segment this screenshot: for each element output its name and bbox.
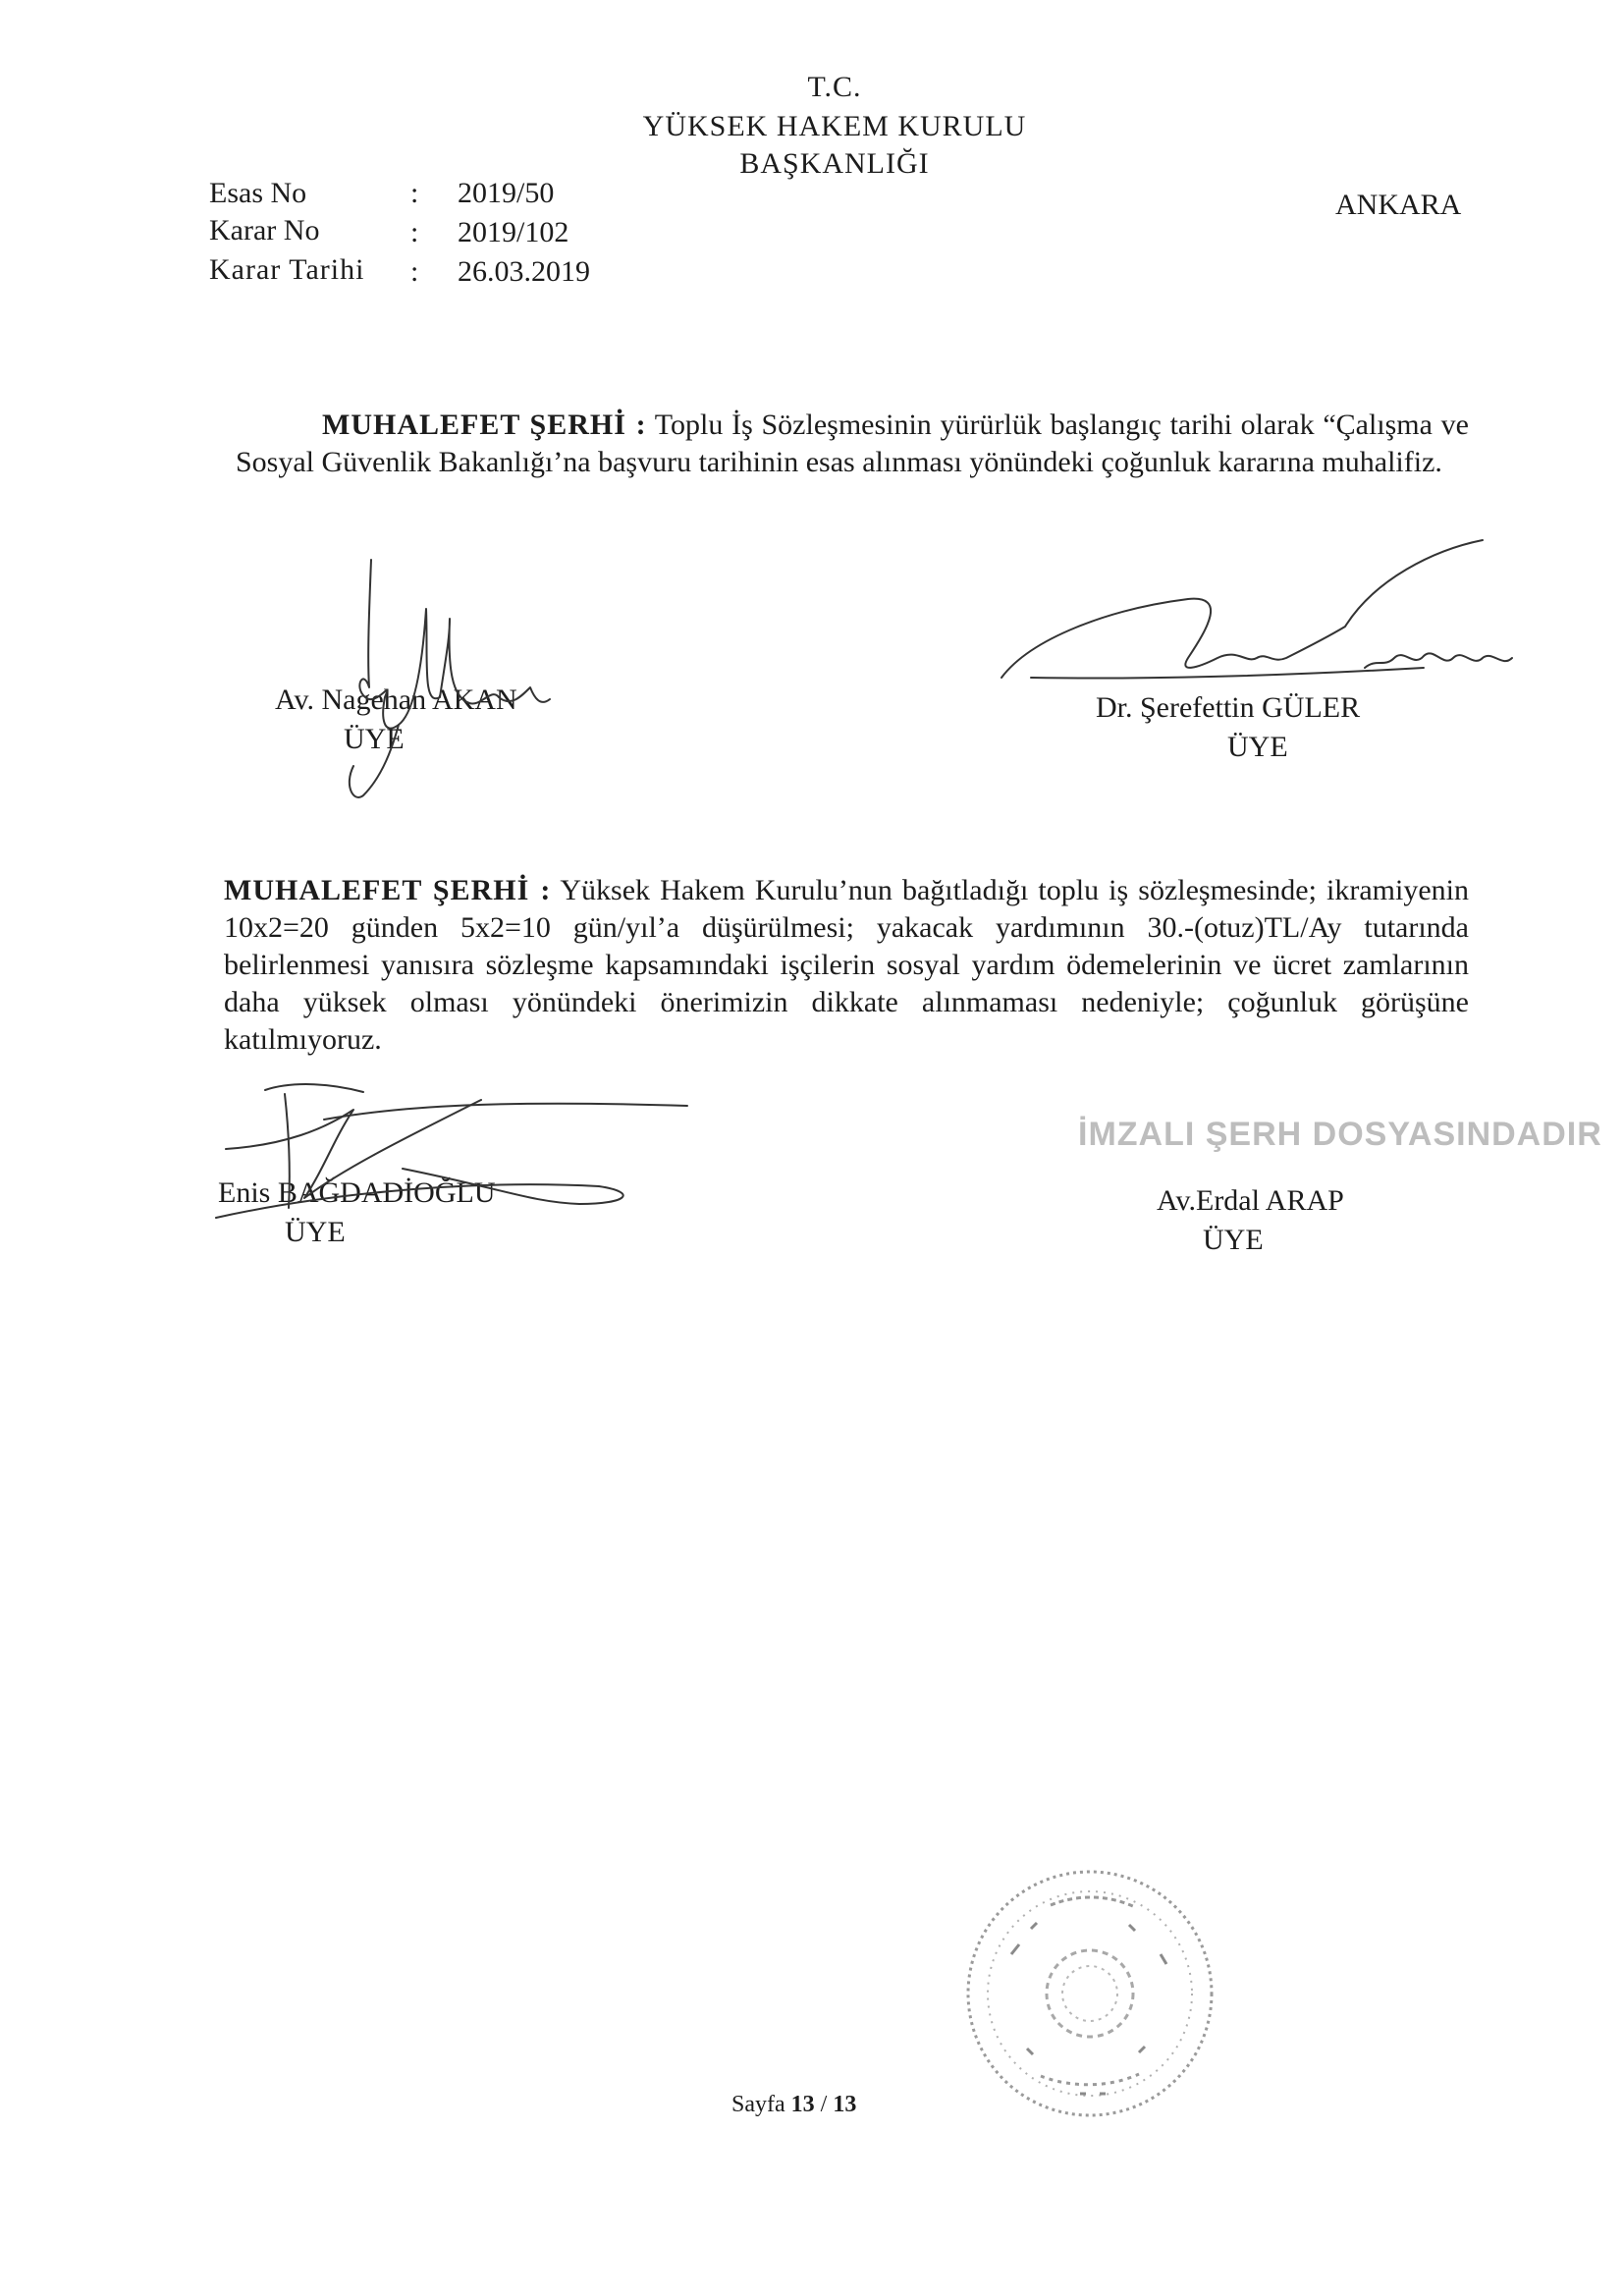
dissent-heading-1: MUHALEFET ŞERHİ : [322, 409, 647, 441]
tarih-label: Karar Tarihi [209, 253, 365, 286]
dissent-text-1: Toplu İş Sözleşmesinin yürürlük başlangıç tarihi olarak “Çalışma ve Sosyal Güvenlik Bakanlığı’na başvuru tarihinin esas alınması yönündeki çoğunluk kararına muhalifiz. [236, 409, 1469, 478]
esas-sep: : [410, 177, 419, 209]
karar-label: Karar No [209, 214, 320, 246]
signer-akan-role: ÜYE [344, 723, 405, 755]
signed-dissent-stamp: İMZALI ŞERH DOSYASINDADIR [1078, 1116, 1602, 1153]
signer-akan-name: Av. Nagehan AKAN [275, 683, 517, 716]
page-footer [731, 2092, 856, 2118]
esas-label: Esas No [209, 177, 307, 209]
signer-guler-name: Dr. Şerefettin GÜLER [1096, 691, 1361, 724]
signer-arap-role: ÜYE [1203, 1224, 1264, 1256]
esas-value: 2019/50 [458, 177, 555, 209]
page-separator: / [820, 2092, 828, 2117]
header-presidency: BAŞKANLIĞI [739, 147, 930, 180]
official-seal-icon [943, 1846, 1237, 2141]
header-institution: YÜKSEK HAKEM KURULU [642, 110, 1027, 142]
signer-bagdadioglu-name: Enis BAĞDADİOĞLU [218, 1176, 496, 1209]
dissent-opinion-1 [236, 407, 1469, 481]
karar-sep: : [410, 216, 419, 248]
signature-bagdadioglu [206, 1070, 717, 1228]
karar-value: 2019/102 [458, 216, 569, 248]
page-current: 13 [790, 2092, 815, 2117]
header-city: ANKARA [1335, 189, 1462, 221]
tarih-sep: : [410, 255, 419, 288]
dissent-heading-2: MUHALEFET ŞERHİ : [224, 874, 552, 906]
tarih-value: 26.03.2019 [458, 255, 590, 288]
dissent-text-2: Yüksek Hakem Kurulu’nun bağıtladığı toplu iş sözleşmesinde; ikramiyenin 10x2=20 günden 5x2=10 gün/yıl’a düşürülmesi; yakacak yardımının 30.-(otuz)TL/Ay tutarında belirlenmesi yanısıra sözleşme kapsamındaki işçilerin sosyal yardım ödemelerinin ve ücret zamlarının daha yüksek olması yönündeki önerimizin dikkate alınmaması nedeniyle; çoğunluk görüşüne katılmıyoruz. [224, 874, 1469, 1056]
page-total: 13 [833, 2092, 857, 2117]
page-label: Sayfa [731, 2092, 785, 2117]
signature-guler [992, 520, 1542, 717]
header-tc: T.C. [807, 71, 862, 103]
signer-arap-name: Av.Erdal ARAP [1157, 1184, 1344, 1217]
signature-akan [324, 550, 579, 815]
dissent-opinion-2 [224, 872, 1469, 1059]
signer-guler-role: ÜYE [1227, 731, 1288, 763]
signer-bagdadioglu-role: ÜYE [285, 1216, 346, 1248]
